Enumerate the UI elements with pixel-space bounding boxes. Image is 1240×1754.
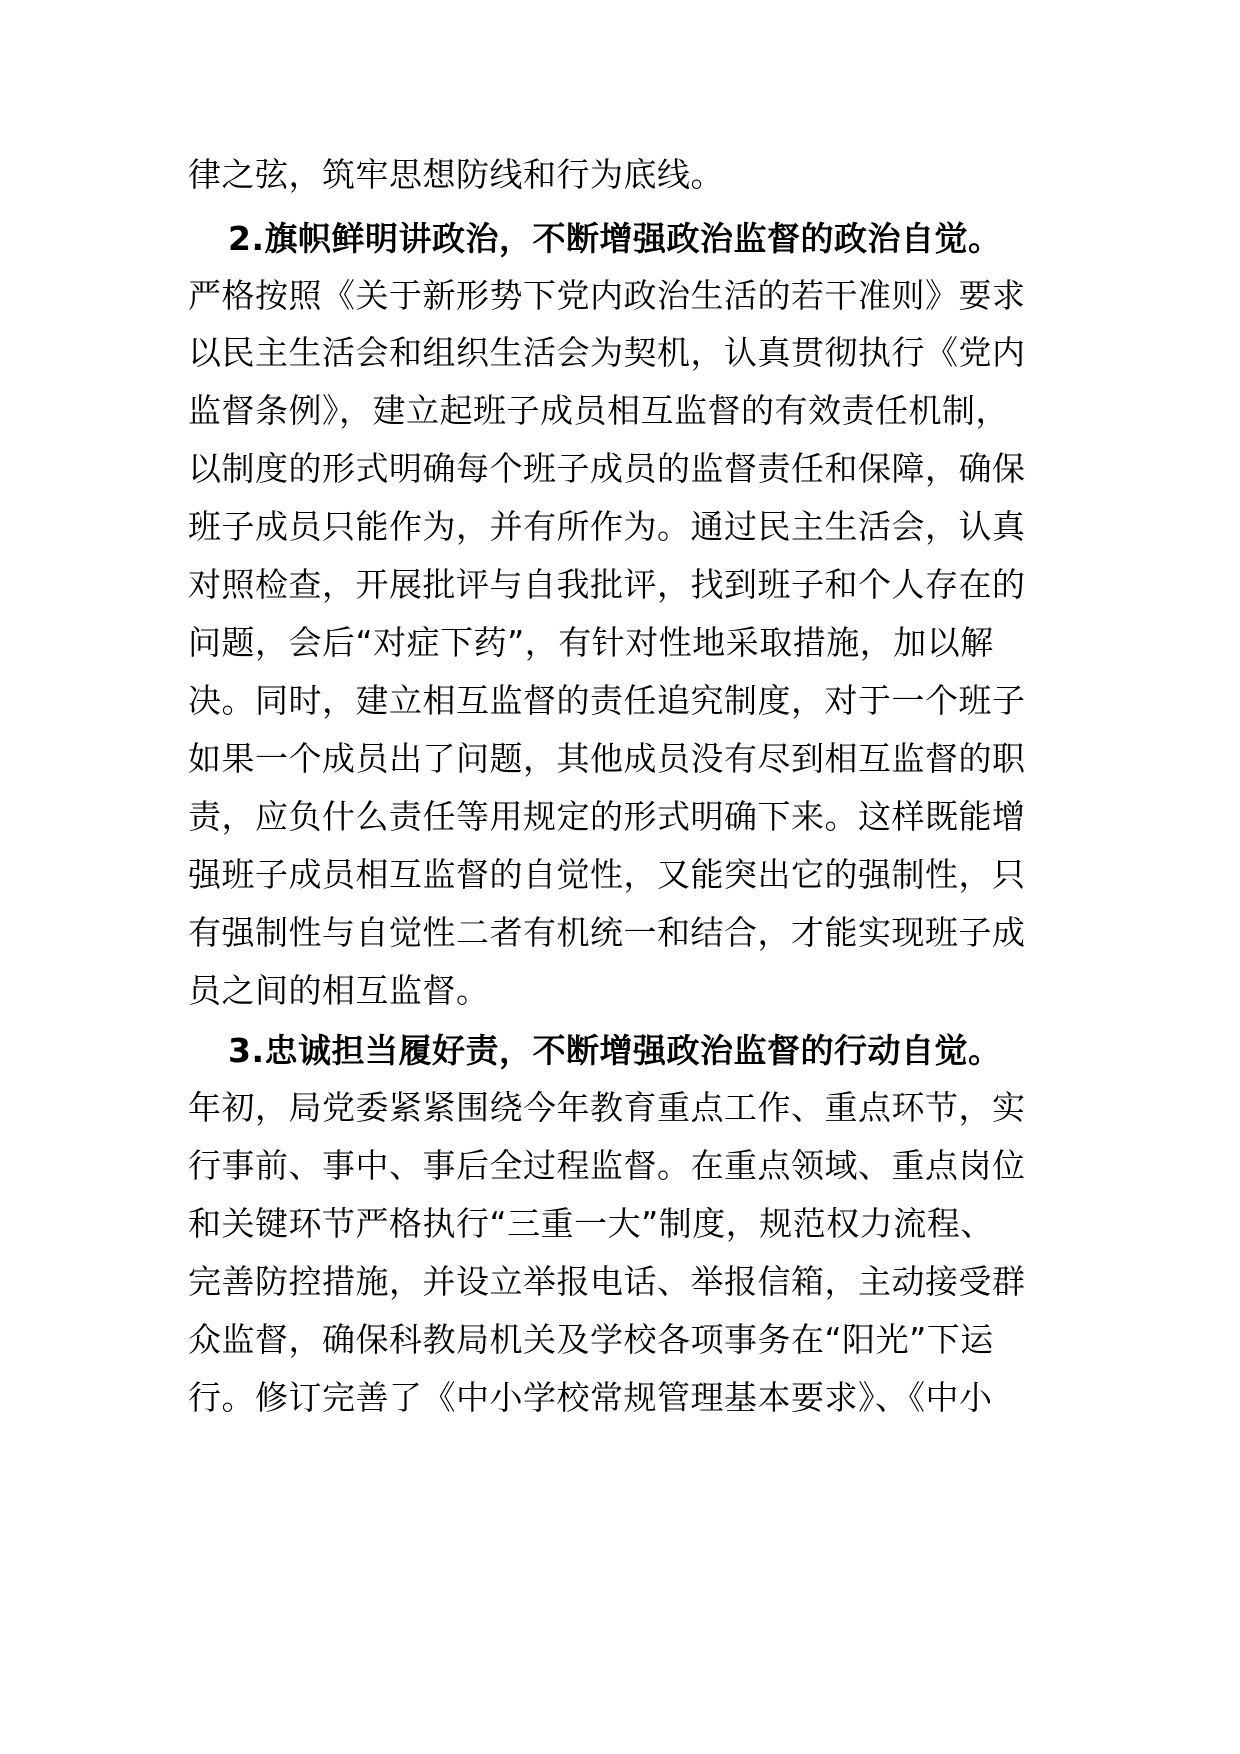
text-line: 对照检查，开展批评与自我批评，找到班子和个人存在的 bbox=[188, 565, 1026, 604]
text-line: 员之间的相互监督。 bbox=[188, 971, 490, 1010]
text-line: 以制度的形式明确每个班子成员的监督责任和保障，确保 bbox=[188, 449, 1026, 488]
section-heading: 3.忠诚担当履好责，不断增强政治监督的行动自觉。 bbox=[228, 1031, 1002, 1070]
text-line: 完善防控措施，并设立举报电话、举报信箱，主动接受群 bbox=[188, 1262, 1026, 1301]
text-line: 责，应负什么责任等用规定的形式明确下来。这样既能增 bbox=[188, 797, 1026, 836]
text-line: 监督条例》，建立起班子成员相互监督的有效责任机制， bbox=[188, 391, 1009, 430]
section-heading: 2.旗帜鲜明讲政治，不断增强政治监督的政治自觉。 bbox=[228, 219, 1002, 258]
text-line: 如果一个成员出了问题，其他成员没有尽到相互监督的职 bbox=[188, 739, 1026, 778]
text-line: 众监督，确保科教局机关及学校各项事务在“阳光”下运 bbox=[188, 1320, 994, 1359]
text-line: 班子成员只能作为，并有所作为。通过民主生活会，认真 bbox=[188, 507, 1026, 546]
text-line: 强班子成员相互监督的自觉性，又能突出它的强制性，只 bbox=[188, 855, 1026, 894]
text-line: 律之弦，筑牢思想防线和行为底线。 bbox=[188, 155, 724, 194]
text-line: 以民主生活会和组织生活会为契机，认真贯彻执行《党内 bbox=[188, 333, 1026, 372]
text-line: 行。修订完善了《中小学校常规管理基本要求》、《中小 bbox=[188, 1378, 993, 1417]
text-line: 问题，会后“对症下药”，有针对性地采取措施，加以解 bbox=[188, 623, 994, 662]
text-line: 行事前、事中、事后全过程监督。在重点领域、重点岗位 bbox=[188, 1146, 1026, 1185]
text-line: 严格按照《关于新形势下党内政治生活的若干准则》要求 bbox=[188, 276, 1026, 315]
text-line: 决。同时，建立相互监督的责任追究制度，对于一个班子 bbox=[188, 681, 1026, 720]
text-line: 和关键环节严格执行“三重一大”制度，规范权力流程、 bbox=[188, 1204, 994, 1243]
text-line: 年初，局党委紧紧围绕今年教育重点工作、重点环节，实 bbox=[188, 1088, 1026, 1127]
text-line: 有强制性与自觉性二者有机统一和结合，才能实现班子成 bbox=[188, 913, 1026, 952]
